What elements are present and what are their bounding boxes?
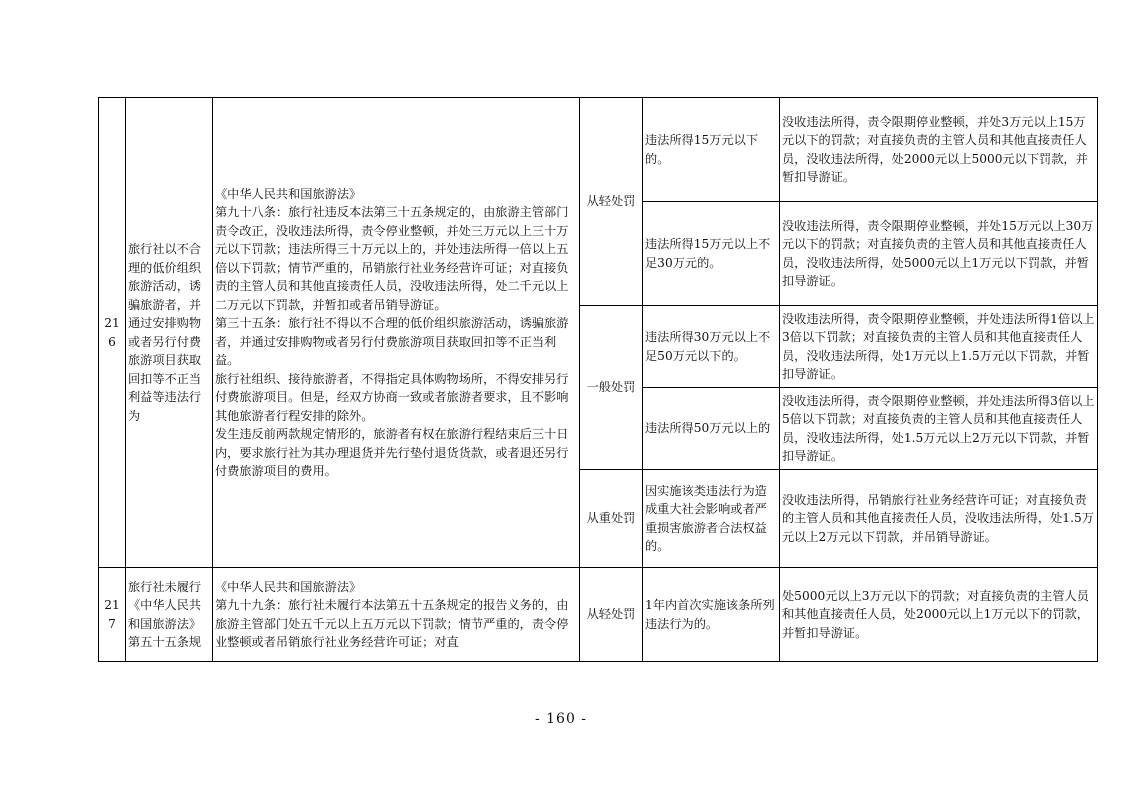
basis-paragraph: 第九十九条：旅行社未履行本法第五十五条规定的报告义务的，由旅游主管部门处五千元以上五万元以下罚款；情节严重的，责令停业整顿或者吊销旅行社业务经营许可证；对直 bbox=[215, 598, 569, 649]
table-row bbox=[99, 98, 1098, 202]
penalty-standard: 没收违法所得，责令限期停业整顿，并处违法所得1倍以上3倍以下罚款；对直接负责的主管人员和其他直接责任人员，没收违法所得，处1万元以上1.5万元以下罚款，并暂扣导游证。 bbox=[780, 306, 1098, 388]
penalty-standard: 没收违法所得，责令限期停业整顿，并处15万元以上30万元以下的罚款；对直接负责的主管人员和其他直接责任人员，没收违法所得，处5000元以上1万元以下罚款，并暂扣导游证。 bbox=[780, 202, 1098, 306]
penalty-condition: 违法所得30万元以上不足50万元以下的。 bbox=[643, 306, 780, 388]
basis-paragraph: 第三十五条：旅行社不得以不合理的低价组织旅游活动，诱骗旅游者，并通过安排购物或者另行付费旅游项目获取回扣等不正当利益。 bbox=[215, 316, 569, 367]
penalty-standard: 没收违法所得，吊销旅行社业务经营许可证；对直接负责的主管人员和其他直接责任人员，没收违法所得，处1.5万元以上2万元以下罚款，并吊销导游证。 bbox=[780, 470, 1098, 568]
legal-basis bbox=[213, 568, 580, 662]
penalty-standards-table bbox=[98, 97, 1098, 662]
penalty-standard: 处5000元以上3万元以下的罚款；对直接负责的主管人员和其他直接责任人员，处2000元以上1万元以下的罚款，并暂扣导游证。 bbox=[780, 568, 1098, 662]
penalty-condition: 因实施该类违法行为造成重大社会影响或者严重损害旅游者合法权益的。 bbox=[643, 470, 780, 568]
penalty-condition: 违法所得15万元以下的。 bbox=[643, 98, 780, 202]
item-number: 217 bbox=[99, 568, 126, 662]
basis-paragraph: 发生违反前两款规定情形的，旅游者有权在旅游行程结束后三十日内，要求旅行社为其办理退货并先行垫付退货货款，或者退还另行付费旅游项目的费用。 bbox=[215, 427, 569, 478]
penalty-level: 从重处罚 bbox=[580, 470, 643, 568]
penalty-level: 从轻处罚 bbox=[580, 568, 643, 662]
penalty-level: 一般处罚 bbox=[580, 306, 643, 470]
violation-name: 旅行社以不合理的低价组织旅游活动，诱骗旅游者，并通过安排购物或者另行付费旅游项目获取回扣等不正当利益等违法行为 bbox=[126, 98, 213, 568]
basis-paragraph: 《中华人民共和国旅游法》 bbox=[215, 579, 362, 594]
penalty-condition: 1年内首次实施该条所列违法行为的。 bbox=[643, 568, 780, 662]
penalty-condition: 违法所得15万元以上不足30万元的。 bbox=[643, 202, 780, 306]
penalty-condition: 违法所得50万元以上的 bbox=[643, 388, 780, 470]
basis-paragraph: 第九十八条：旅行社违反本法第三十五条规定的，由旅游主管部门责令改正，没收违法所得，责令停业整顿，并处三万元以上三十万元以下罚款；违法所得三十万元以上的，并处违法所得一倍以上五倍以下罚款；情节严重的，吊销旅行社业务经营许可证；对直接负责的主管人员和其他直接责任人员，没收违法所得，处二千元以上二万元以下罚款，并暂扣或者吊销导游证。 bbox=[215, 205, 569, 312]
penalty-level: 从轻处罚 bbox=[580, 98, 643, 306]
table-row bbox=[99, 568, 1098, 662]
basis-paragraph: 旅行社组织、接待旅游者，不得指定具体购物场所，不得安排另行付费旅游项目。但是，经双方协商一致或者旅游者要求，且不影响其他旅游者行程安排的除外。 bbox=[215, 371, 569, 423]
legal-basis bbox=[213, 98, 580, 568]
penalty-standard: 没收违法所得，责令限期停业整顿，并处3万元以上15万元以下的罚款；对直接负责的主管人员和其他直接责任人员，没收违法所得，处2000元以上5000元以下罚款，并暂扣导游证。 bbox=[780, 98, 1098, 202]
item-number: 216 bbox=[99, 98, 126, 568]
violation-name: 旅行社未履行《中华人民共和国旅游法》第五十五条规 bbox=[126, 568, 213, 662]
page-number: - 160 - bbox=[534, 711, 588, 727]
basis-paragraph: 《中华人民共和国旅游法》 bbox=[215, 186, 362, 201]
penalty-standard: 没收违法所得，责令限期停业整顿，并处违法所得3倍以上5倍以下罚款；对直接负责的主管人员和其他直接责任人员，没收违法所得，处1.5万元以上2万元以下罚款，并暂扣导游证。 bbox=[780, 388, 1098, 470]
